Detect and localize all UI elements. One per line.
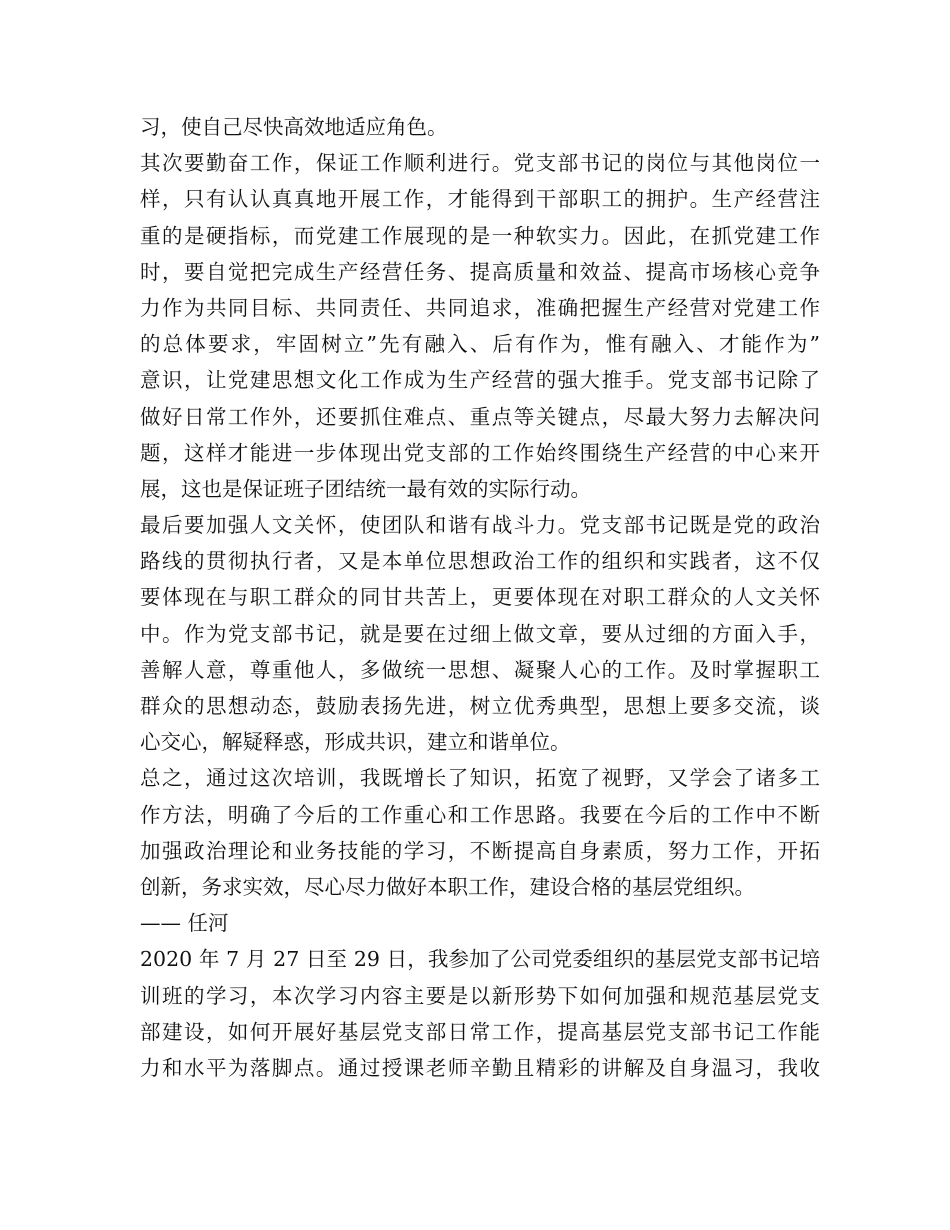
text-line: 展，这也是保证班子团结统一最有效的实际行动。 xyxy=(140,476,591,501)
text-line: 的总体要求，牢固树立”先有融入、后有作为，惟有融入、才能作为” xyxy=(140,332,820,357)
text-line: 意识，让党建思想文化工作成为生产经营的强大推手。党支部书记除了 xyxy=(140,368,820,393)
text-line: 善解人意，尊重他人，多做统一思想、凝聚人心的工作。及时掌握职工 xyxy=(140,657,820,682)
text-line: 其次要勤奋工作，保证工作顺利进行。党支部书记的岗位与其他岗位一 xyxy=(140,151,820,176)
text-line: 样，只有认认真真地开展工作，才能得到干部职工的拥护。生产经营注 xyxy=(140,187,820,212)
text-line: 路线的贯彻执行者，又是本单位思想政治工作的组织和实践者，这不仅 xyxy=(140,549,820,574)
text-line: 最后要加强人文关怀，使团队和谐有战斗力。党支部书记既是党的政治 xyxy=(140,513,820,538)
text-line: 部建设，如何开展好基层党支部日常工作，提高基层党支部书记工作能 xyxy=(140,1019,820,1044)
text-line: 力和水平为落脚点。通过授课老师辛勤且精彩的讲解及自身温习，我收 xyxy=(140,1055,820,1080)
text-line: 创新，务求实效，尽心尽力做好本职工作，建设合格的基层党组织。 xyxy=(140,874,755,899)
text-line: 习，使自己尽快高效地适应角色。 xyxy=(140,115,448,139)
text-line: 题，这样才能进一步体现出党支部的工作始终围绕生产经营的中心来开 xyxy=(140,440,820,465)
text-line: 2020 年 7 月 27 日至 29 日，我参加了公司党委组织的基层党支部书记培 xyxy=(140,947,820,972)
text-line: 加强政治理论和业务技能的学习，不断提高自身素质，努力工作，开拓 xyxy=(140,838,820,863)
text-line: 作方法，明确了今后的工作重心和工作思路。我要在今后的工作中不断 xyxy=(140,802,820,827)
text-line: 重的是硬指标，而党建工作展现的是一种软实力。因此，在抓党建工作 xyxy=(140,223,820,248)
text-line: —— 任河 xyxy=(140,911,229,936)
text-line: 要体现在与职工群众的同甘共苦上，更要体现在对职工群众的人文关怀 xyxy=(140,585,820,610)
text-line: 力作为共同目标、共同责任、共同追求，准确把握生产经营对党建工作 xyxy=(140,295,820,320)
text-line: 总之，通过这次培训，我既增长了知识，拓宽了视野，又学会了诸多工 xyxy=(140,766,820,791)
text-line: 时，要自觉把完成生产经营任务、提高质量和效益、提高市场核心竞争 xyxy=(140,259,820,284)
document-body xyxy=(140,109,820,1086)
text-line: 做好日常工作外，还要抓住难点、重点等关键点，尽最大努力去解决问 xyxy=(140,404,820,429)
text-line: 训班的学习，本次学习内容主要是以新形势下如何加强和规范基层党支 xyxy=(140,983,820,1008)
text-line: 中。作为党支部书记，就是要在过细上做文章，要从过细的方面入手， xyxy=(140,621,820,646)
text-line: 群众的思想动态，鼓励表扬先进，树立优秀典型，思想上要多交流，谈 xyxy=(140,694,820,718)
text-line: 心交心，解疑释惑，形成共识，建立和谐单位。 xyxy=(140,730,571,755)
